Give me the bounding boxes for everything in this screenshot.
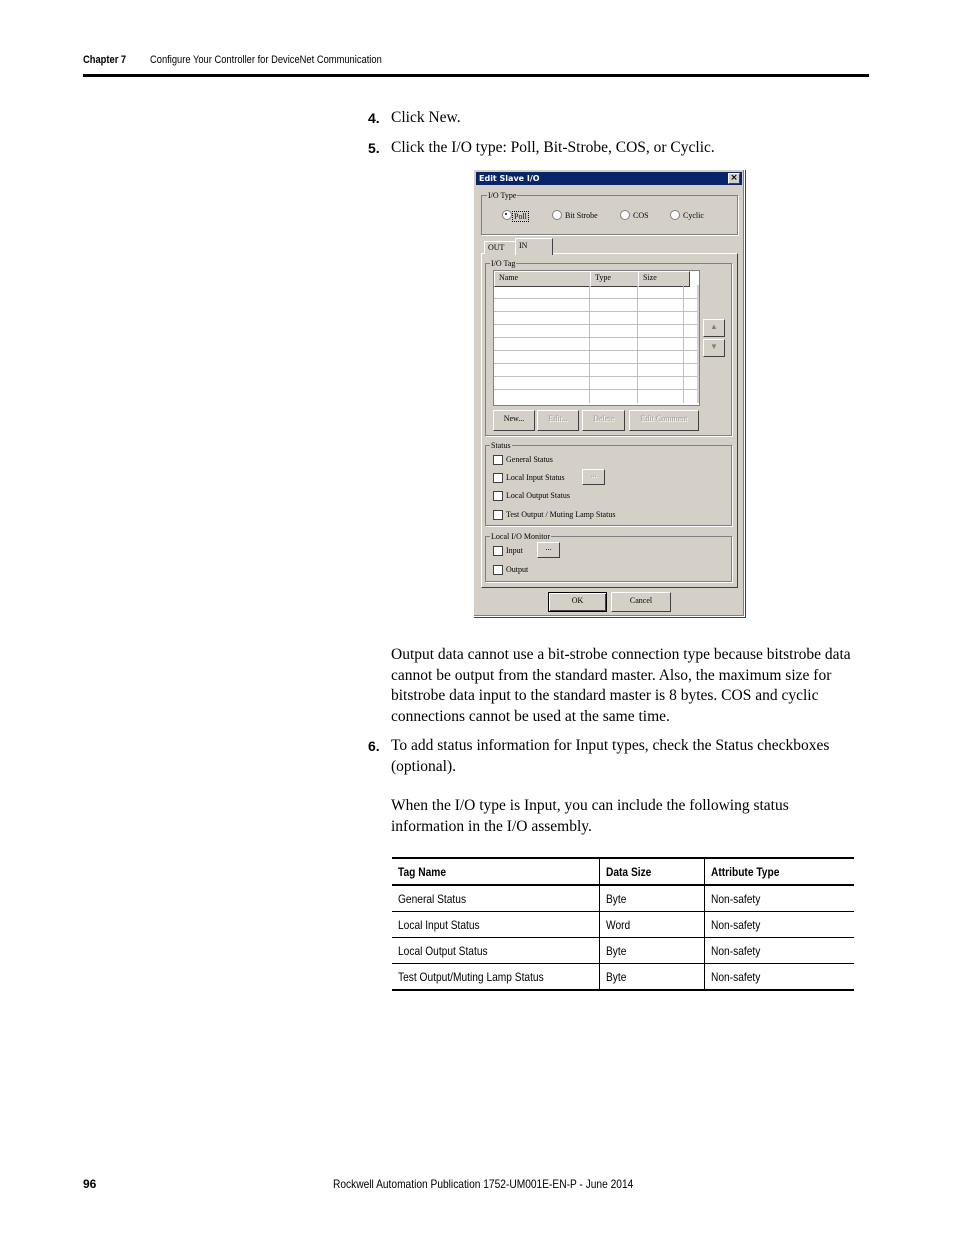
cell-data-size: Byte xyxy=(600,885,705,912)
cell-data-size: Word xyxy=(600,912,705,938)
local-output-status-label[interactable]: Local Output Status xyxy=(506,491,570,500)
new-button[interactable]: New... xyxy=(493,410,535,431)
local-input-status-label[interactable]: Local Input Status xyxy=(506,473,565,482)
when-text: When the I/O type is Input, you can include the following status information in the I/O assembly. xyxy=(391,797,789,835)
tab-out[interactable]: OUT xyxy=(484,241,519,254)
header-rule xyxy=(83,74,869,77)
io-tag-label: I/O Tag xyxy=(491,259,516,268)
radio-cos[interactable] xyxy=(620,210,630,220)
header-attribute-type: Attribute Type xyxy=(705,858,855,885)
cell-tag-name: Local Output Status xyxy=(392,938,600,964)
checkbox-test-output-status[interactable] xyxy=(493,510,503,520)
status-info-table xyxy=(392,857,854,991)
dialog-titlebar xyxy=(476,172,742,185)
page-number: 96 xyxy=(83,1177,97,1191)
step-6-text: To add status information for Input types, check the Status checkboxes (optional). xyxy=(391,737,830,775)
monitor-output-label[interactable]: Output xyxy=(506,565,529,574)
local-input-browse-button[interactable]: ... xyxy=(582,469,605,485)
radio-cyclic[interactable] xyxy=(670,210,680,220)
column-type[interactable]: Type xyxy=(590,271,644,287)
chapter-title: Configure Your Controller for DeviceNet Communication xyxy=(150,54,382,66)
checkbox-monitor-input[interactable] xyxy=(493,546,503,556)
local-io-monitor-label: Local I/O Monitor xyxy=(491,532,551,541)
checkbox-monitor-output[interactable] xyxy=(493,565,503,575)
edit-comment-button[interactable]: Edit Comment xyxy=(629,410,699,431)
radio-cos-label[interactable]: COS xyxy=(633,211,649,220)
move-up-icon[interactable]: ▲ xyxy=(703,319,725,337)
step-4-number: 4. xyxy=(368,110,380,126)
step-6-number: 6. xyxy=(368,738,380,754)
step-5-number: 5. xyxy=(368,140,380,156)
chapter-label: Chapter 7 xyxy=(83,54,127,66)
column-size[interactable]: Size xyxy=(638,271,690,287)
checkbox-general-status[interactable] xyxy=(493,455,503,465)
cell-attribute-type: Non-safety xyxy=(705,964,855,991)
io-tag-grid[interactable] xyxy=(493,270,700,406)
general-status-label[interactable]: General Status xyxy=(506,455,553,464)
radio-poll-label[interactable]: Poll xyxy=(514,212,527,221)
radio-bit-strobe-label[interactable]: Bit Strobe xyxy=(565,211,598,220)
header-data-size: Data Size xyxy=(600,858,705,885)
test-output-status-label[interactable]: Test Output / Muting Lamp Status xyxy=(506,510,616,519)
bitstrobe-note: Output data cannot use a bit-strobe connection type because bitstrobe data cannot be output from the standard master. Also, the maximum size for bitstrobe data input to the standard master is 8 bytes. COS and cyclic connections cannot be used at the same time. xyxy=(391,646,851,725)
radio-cyclic-label[interactable]: Cyclic xyxy=(683,211,704,220)
cancel-button[interactable]: Cancel xyxy=(611,592,671,612)
table-header-row xyxy=(392,858,854,885)
local-io-monitor-group xyxy=(485,536,732,582)
table-row xyxy=(392,964,854,991)
step-4-text: Click New. xyxy=(391,109,461,126)
edit-button[interactable]: Edit... xyxy=(537,410,579,431)
table-row xyxy=(392,938,854,964)
cell-tag-name: Test Output/Muting Lamp Status xyxy=(392,964,600,991)
cell-attribute-type: Non-safety xyxy=(705,938,855,964)
cell-data-size: Byte xyxy=(600,938,705,964)
table-row xyxy=(392,885,854,912)
cell-tag-name: General Status xyxy=(392,885,600,912)
dialog-title: Edit Slave I/O xyxy=(479,174,540,183)
table-row xyxy=(392,912,854,938)
step-5-text: Click the I/O type: Poll, Bit-Strobe, COS, or Cyclic. xyxy=(391,139,715,156)
cell-attribute-type: Non-safety xyxy=(705,912,855,938)
io-type-label: I/O Type xyxy=(488,191,517,200)
status-label: Status xyxy=(491,441,511,450)
cell-attribute-type: Non-safety xyxy=(705,885,855,912)
cell-tag-name: Local Input Status xyxy=(392,912,600,938)
header-tag-name: Tag Name xyxy=(392,858,600,885)
delete-button[interactable]: Delete xyxy=(582,410,625,431)
publication-info: Rockwell Automation Publication 1752-UM001E-EN-P - June 2014 xyxy=(333,1177,634,1191)
radio-poll[interactable] xyxy=(502,210,512,220)
ok-button[interactable]: OK xyxy=(548,592,607,612)
radio-bit-strobe[interactable] xyxy=(552,210,562,220)
checkbox-local-output-status[interactable] xyxy=(493,491,503,501)
cell-data-size: Byte xyxy=(600,964,705,991)
column-name[interactable]: Name xyxy=(494,271,596,287)
monitor-input-browse-button[interactable]: ... xyxy=(537,542,560,558)
checkbox-local-input-status[interactable] xyxy=(493,473,503,483)
move-down-icon[interactable]: ▼ xyxy=(703,339,725,357)
monitor-input-label[interactable]: Input xyxy=(506,546,523,555)
tab-in[interactable]: IN xyxy=(515,238,553,255)
close-icon[interactable]: × xyxy=(728,173,740,184)
